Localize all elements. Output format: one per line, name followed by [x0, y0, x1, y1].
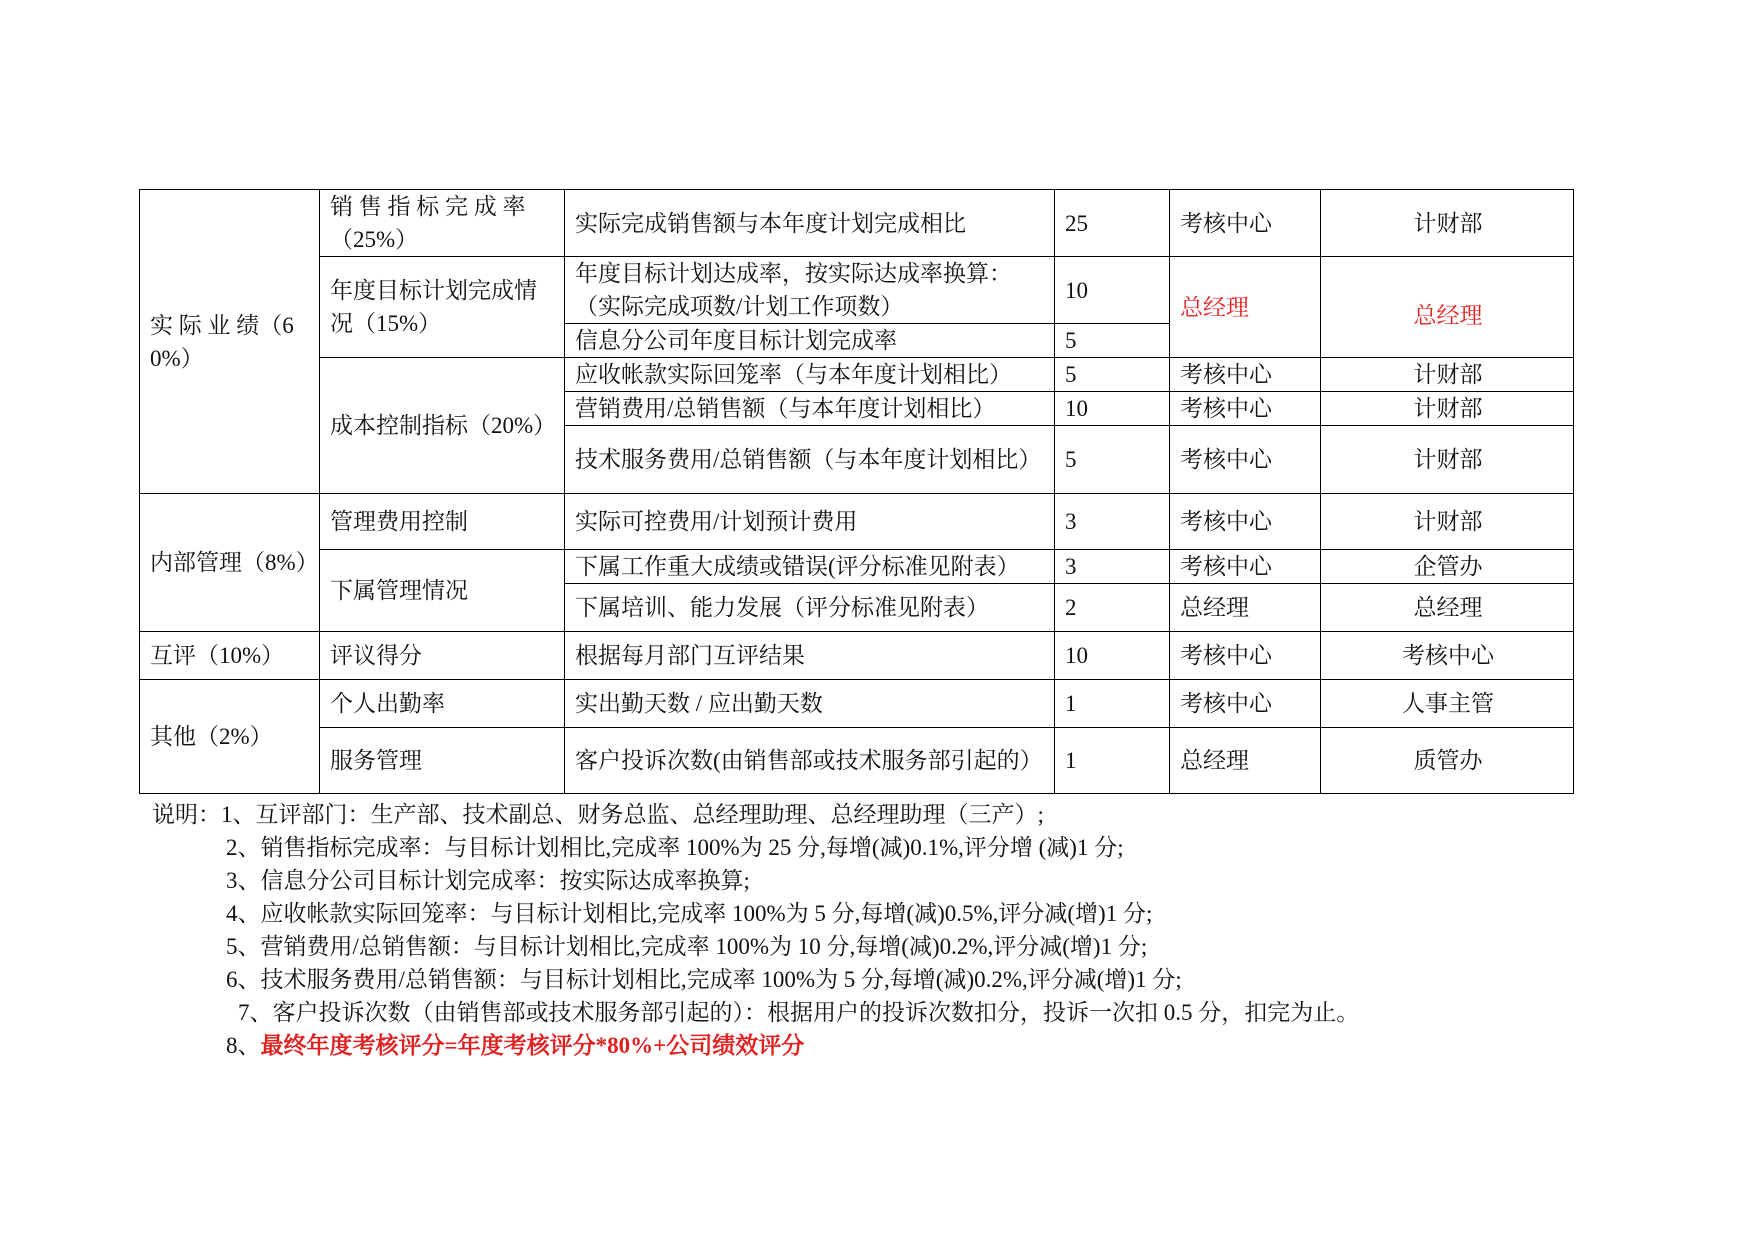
score-cell: 3 — [1055, 494, 1170, 550]
note-line — [152, 798, 1572, 831]
description-cell: 客户投诉次数(由销售部或技术服务部引起的） — [565, 728, 1055, 794]
table-row — [140, 728, 1574, 794]
assessor-cell: 考核中心 — [1170, 680, 1321, 728]
score-cell: 5 — [1055, 324, 1170, 358]
indicator-cell-mgmt-cost: 管理费用控制 — [320, 494, 565, 550]
assessor-cell: 考核中心 — [1170, 358, 1321, 392]
score-cell: 5 — [1055, 426, 1170, 494]
score-cell: 25 — [1055, 190, 1170, 257]
score-cell: 2 — [1055, 584, 1170, 632]
indicator-cell-cost: 成本控制指标（20%） — [320, 358, 565, 494]
description-cell: 技术服务费用/总销售额（与本年度计划相比） — [565, 426, 1055, 494]
indicator-cell-peer-score: 评议得分 — [320, 632, 565, 680]
indicator-cell-subordinate: 下属管理情况 — [320, 550, 565, 632]
description-cell: 实际完成销售额与本年度计划完成相比 — [565, 190, 1055, 257]
note-text: 1、互评部门：生产部、技术副总、财务总监、总经理助理、总经理助理（三产）; — [221, 802, 1044, 827]
assessor-cell: 考核中心 — [1170, 550, 1321, 584]
data-source-cell: 考核中心 — [1321, 632, 1574, 680]
table-row — [140, 190, 1574, 257]
assessor-cell: 考核中心 — [1170, 632, 1321, 680]
table-row — [140, 550, 1574, 584]
description-cell: 信息分公司年度目标计划完成率 — [565, 324, 1055, 358]
data-source-cell: 计财部 — [1321, 358, 1574, 392]
table-row — [140, 358, 1574, 392]
score-cell: 3 — [1055, 550, 1170, 584]
note-line: 6、技术服务费用/总销售额：与目标计划相比,完成率 100%为 5 分,每增(减)0.2%,评分减(增)1 分; — [226, 967, 1182, 992]
assessor-cell: 考核中心 — [1170, 426, 1321, 494]
table-row — [140, 632, 1574, 680]
data-source-cell: 质管办 — [1321, 728, 1574, 794]
kpi-table — [139, 189, 1574, 794]
description-cell: 根据每月部门互评结果 — [565, 632, 1055, 680]
data-source-cell: 人事主管 — [1321, 680, 1574, 728]
assessor-cell: 考核中心 — [1170, 392, 1321, 426]
score-cell: 1 — [1055, 680, 1170, 728]
table-row — [140, 494, 1574, 550]
description-cell: 营销费用/总销售额（与本年度计划相比） — [565, 392, 1055, 426]
note-line: 5、营销费用/总销售额：与目标计划相比,完成率 100%为 10 分,每增(减)0.2%,评分减(增)1 分; — [226, 934, 1148, 959]
score-cell: 10 — [1055, 392, 1170, 426]
category-cell-internal: 内部管理（8%） — [140, 494, 320, 632]
notes-section — [152, 798, 1572, 1062]
assessor-cell: 总经理 — [1170, 584, 1321, 632]
indicator-cell-annual: 年度目标计划完成情况（15%） — [320, 257, 565, 358]
indicator-cell-sales: 销 售 指 标 完 成 率（25%） — [320, 190, 565, 257]
data-source-cell: 总经理 — [1321, 257, 1574, 358]
note-line-final-formula — [152, 1029, 1572, 1062]
assessor-cell: 考核中心 — [1170, 190, 1321, 257]
indicator-cell-service: 服务管理 — [320, 728, 565, 794]
note-line: 7、客户投诉次数（由销售部或技术服务部引起的）：根据用户的投诉次数扣分，投诉一次扣 0.5 分，扣完为止。 — [238, 1000, 1360, 1025]
description-cell: 应收帐款实际回笼率（与本年度计划相比） — [565, 358, 1055, 392]
assessor-cell: 总经理 — [1170, 728, 1321, 794]
description-cell: 年度目标计划达成率，按实际达成率换算：（实际完成项数/计划工作项数） — [565, 257, 1055, 324]
indicator-cell-attendance: 个人出勤率 — [320, 680, 565, 728]
final-score-formula: 最终年度考核评分=年度考核评分*80%+公司绩效评分 — [260, 1033, 805, 1058]
score-cell: 5 — [1055, 358, 1170, 392]
score-cell: 10 — [1055, 257, 1170, 324]
data-source-cell: 计财部 — [1321, 190, 1574, 257]
category-cell-other: 其他（2%） — [140, 680, 320, 794]
note-prefix: 8、 — [226, 1033, 261, 1058]
table-row — [140, 680, 1574, 728]
note-line: 4、应收帐款实际回笼率：与目标计划相比,完成率 100%为 5 分,每增(减)0.5%,评分减(增)1 分; — [226, 901, 1153, 926]
notes-label: 说明： — [152, 802, 221, 827]
data-source-cell: 计财部 — [1321, 392, 1574, 426]
note-line: 3、信息分公司目标计划完成率：按实际达成率换算; — [226, 868, 750, 893]
data-source-cell: 计财部 — [1321, 426, 1574, 494]
table-row — [140, 257, 1574, 324]
data-source-cell: 总经理 — [1321, 584, 1574, 632]
data-source-cell: 企管办 — [1321, 550, 1574, 584]
description-cell: 下属工作重大成绩或错误(评分标准见附表） — [565, 550, 1055, 584]
data-source-cell: 计财部 — [1321, 494, 1574, 550]
score-cell: 1 — [1055, 728, 1170, 794]
assessor-cell: 总经理 — [1170, 257, 1321, 358]
assessor-cell: 考核中心 — [1170, 494, 1321, 550]
description-cell: 实际可控费用/计划预计费用 — [565, 494, 1055, 550]
description-cell: 下属培训、能力发展（评分标准见附表） — [565, 584, 1055, 632]
description-cell: 实出勤天数 / 应出勤天数 — [565, 680, 1055, 728]
category-cell-peer: 互评（10%） — [140, 632, 320, 680]
category-cell-performance: 实 际 业 绩（60%） — [140, 190, 320, 494]
note-line: 2、销售指标完成率：与目标计划相比,完成率 100%为 25 分,每增(减)0.1%,评分增 (减)1 分; — [226, 835, 1124, 860]
score-cell: 10 — [1055, 632, 1170, 680]
